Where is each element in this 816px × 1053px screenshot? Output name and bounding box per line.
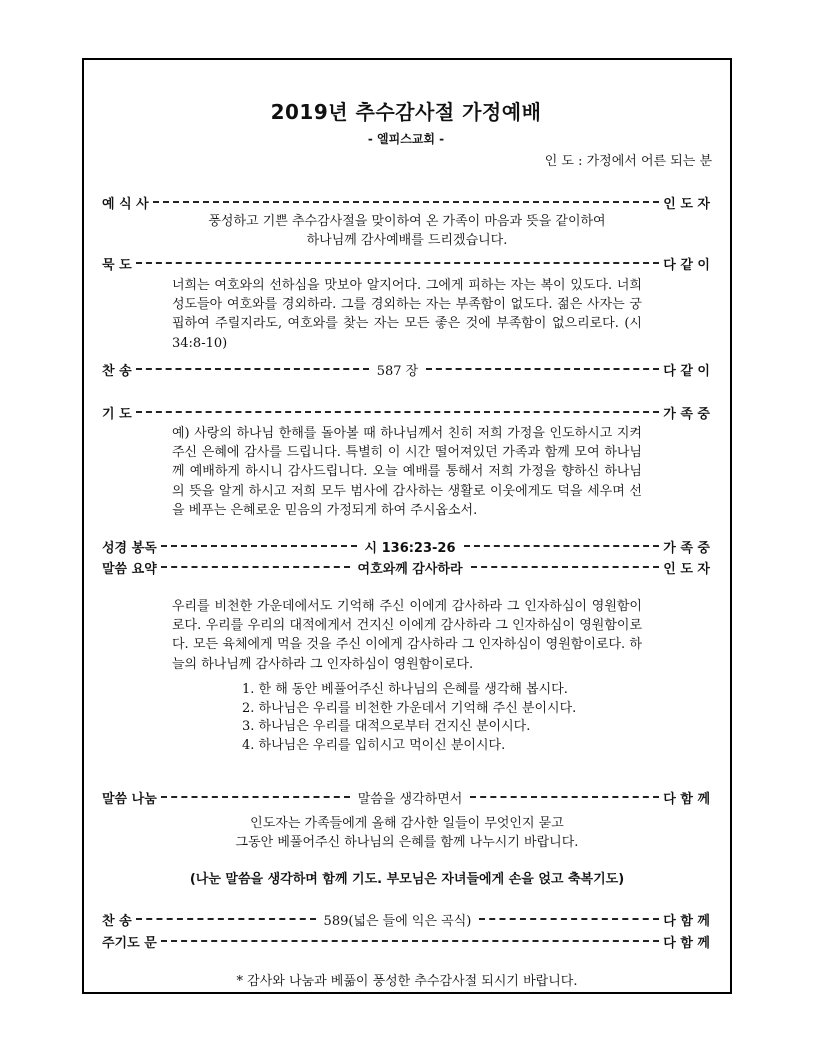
order-label: 말씀 요약 xyxy=(102,561,157,577)
order-who: 다 함 께 xyxy=(663,935,710,951)
order-row-lords-prayer xyxy=(102,931,710,951)
sermon-text: 우리를 비천한 가운데에서도 기억해 주신 이에게 감사하라 그 인자하심이 영원함이로다. 우리를 우리의 대적에게서 건지신 이에게 감사하라 그 인자하심이 영원함이로다. 모든 육체에게 먹을 것을 주신 이에게 감사하라 그 인자하심이 영원함이로다. 하늘의 하나님께 감사하라 그 인자하심이 영원함이로다. xyxy=(172,599,642,672)
dash-leader xyxy=(161,940,660,942)
order-row-sharing xyxy=(102,787,710,807)
dash-leader xyxy=(136,411,660,413)
order-label: 예 식 사 xyxy=(102,196,149,212)
order-who: 다 함 께 xyxy=(663,791,711,807)
silent-text: 너희는 여호와의 선하심을 맛보아 알지어다. 그에게 피하는 자는 복이 있도다. 너희 성도들아 여호와를 경외하라. 그를 경외하는 자는 부족함이 없도다. 젊은 사자는 궁핍하여 주릴지라도, 여호와를 찾는 자는 모든 좋은 것에 부족함이 없으리로다. (시 34:8-10) xyxy=(172,278,642,351)
order-who: 다 같 이 xyxy=(663,363,710,379)
order-who: 다 같 이 xyxy=(663,257,710,273)
sermon-point: 4. 하나님은 우리를 입히시고 먹이신 분이시다. xyxy=(242,737,506,753)
church-name: - 엘피스교회 - xyxy=(367,132,445,146)
sermon-points xyxy=(242,681,576,755)
order-who: 다 함 께 xyxy=(663,913,710,929)
sharing-text-2: 그동안 베풀어주신 하나님의 은혜를 함께 나누시기 바랍니다. xyxy=(235,835,579,850)
page-title: 2019년 추수감사절 가정예배 xyxy=(270,100,542,124)
hymn-number: 589(넓은 들에 익은 곡식) xyxy=(323,913,472,929)
dash-leader xyxy=(479,918,659,920)
order-row-call xyxy=(102,192,710,212)
order-label: 주기도 문 xyxy=(102,935,157,951)
dash-leader xyxy=(153,201,660,203)
sharing-text-1: 인도자는 가족들에게 올해 감사한 일들이 무엇인지 묻고 xyxy=(250,816,564,831)
dash-leader xyxy=(136,918,316,920)
leader-note: 인 도 : 가정에서 어른 되는 분 xyxy=(544,154,712,169)
order-row-hymn2 xyxy=(102,909,710,929)
order-row-silent xyxy=(102,253,710,273)
order-label: 말씀 나눔 xyxy=(102,791,157,807)
order-label: 기 도 xyxy=(102,406,132,422)
footer-note: * 감사와 나눔과 베풂이 풍성한 추수감사절 되시기 바랍니다. xyxy=(236,974,578,989)
dash-leader xyxy=(161,796,350,798)
dash-leader xyxy=(136,262,660,264)
dash-leader xyxy=(161,545,357,547)
dash-leader xyxy=(161,566,350,568)
call-text-2: 하나님께 감사예배를 드리겠습니다. xyxy=(306,233,508,248)
dash-leader xyxy=(136,368,369,370)
prayer-text: 예) 사랑의 하나님 한해를 돌아볼 때 하나님께서 친히 저희 가정을 인도하시고 지켜주신 은혜에 감사를 드립니다. 특별히 이 시간 떨어져있던 가족과 함께 모여 하나님께 예배하게 하시니 감사드립니다. 오늘 예배를 통해서 저희 가정을 향하신 하나님의 뜻을 알게 하시고 저희 모두 범사에 감사하는 생활로 이웃에게도 덕을 세우며 선을 베푸는 은혜로운 믿음의 가정되게 하여 주시옵소서. xyxy=(172,426,642,518)
order-label: 성경 봉독 xyxy=(102,540,157,556)
order-label: 묵 도 xyxy=(102,257,132,273)
order-label: 찬 송 xyxy=(102,363,132,379)
order-who: 인 도 자 xyxy=(663,196,710,212)
sharing-note: (나눈 말씀을 생각하며 함께 기도. 부모님은 자녀들에게 손을 얹고 축복기도) xyxy=(189,872,625,887)
dash-leader xyxy=(464,545,660,547)
order-label: 찬 송 xyxy=(102,913,132,929)
order-who: 가 족 중 xyxy=(663,540,710,556)
call-text-1: 풍성하고 기쁜 추수감사절을 맞이하여 온 가족이 마음과 뜻을 같이하여 xyxy=(208,214,606,229)
sermon-title: 여호와께 감사하라 xyxy=(357,561,463,577)
dash-leader xyxy=(426,368,659,370)
order-row-sermon xyxy=(102,557,710,577)
sermon-point: 3. 하나님은 우리를 대적으로부터 건지신 분이시다. xyxy=(242,719,531,734)
order-row-scripture xyxy=(102,536,710,556)
sermon-point: 2. 하나님은 우리를 비천한 가운데서 기억해 주신 분이시다. xyxy=(242,700,577,716)
order-row-hymn1 xyxy=(102,359,710,379)
hymn-number: 587 장 xyxy=(376,363,419,379)
dash-leader xyxy=(471,566,660,568)
order-row-prayer xyxy=(102,402,710,422)
order-who: 가 족 중 xyxy=(663,406,710,422)
order-who: 인 도 자 xyxy=(663,561,710,577)
sharing-theme: 말씀을 생각하면서 xyxy=(357,791,463,807)
dash-leader xyxy=(470,796,659,798)
scripture-ref: 시 136:23-26 xyxy=(364,540,456,556)
sermon-point: 1. 한 해 동안 베풀어주신 하나님의 은혜를 생각해 봅시다. xyxy=(242,682,568,697)
